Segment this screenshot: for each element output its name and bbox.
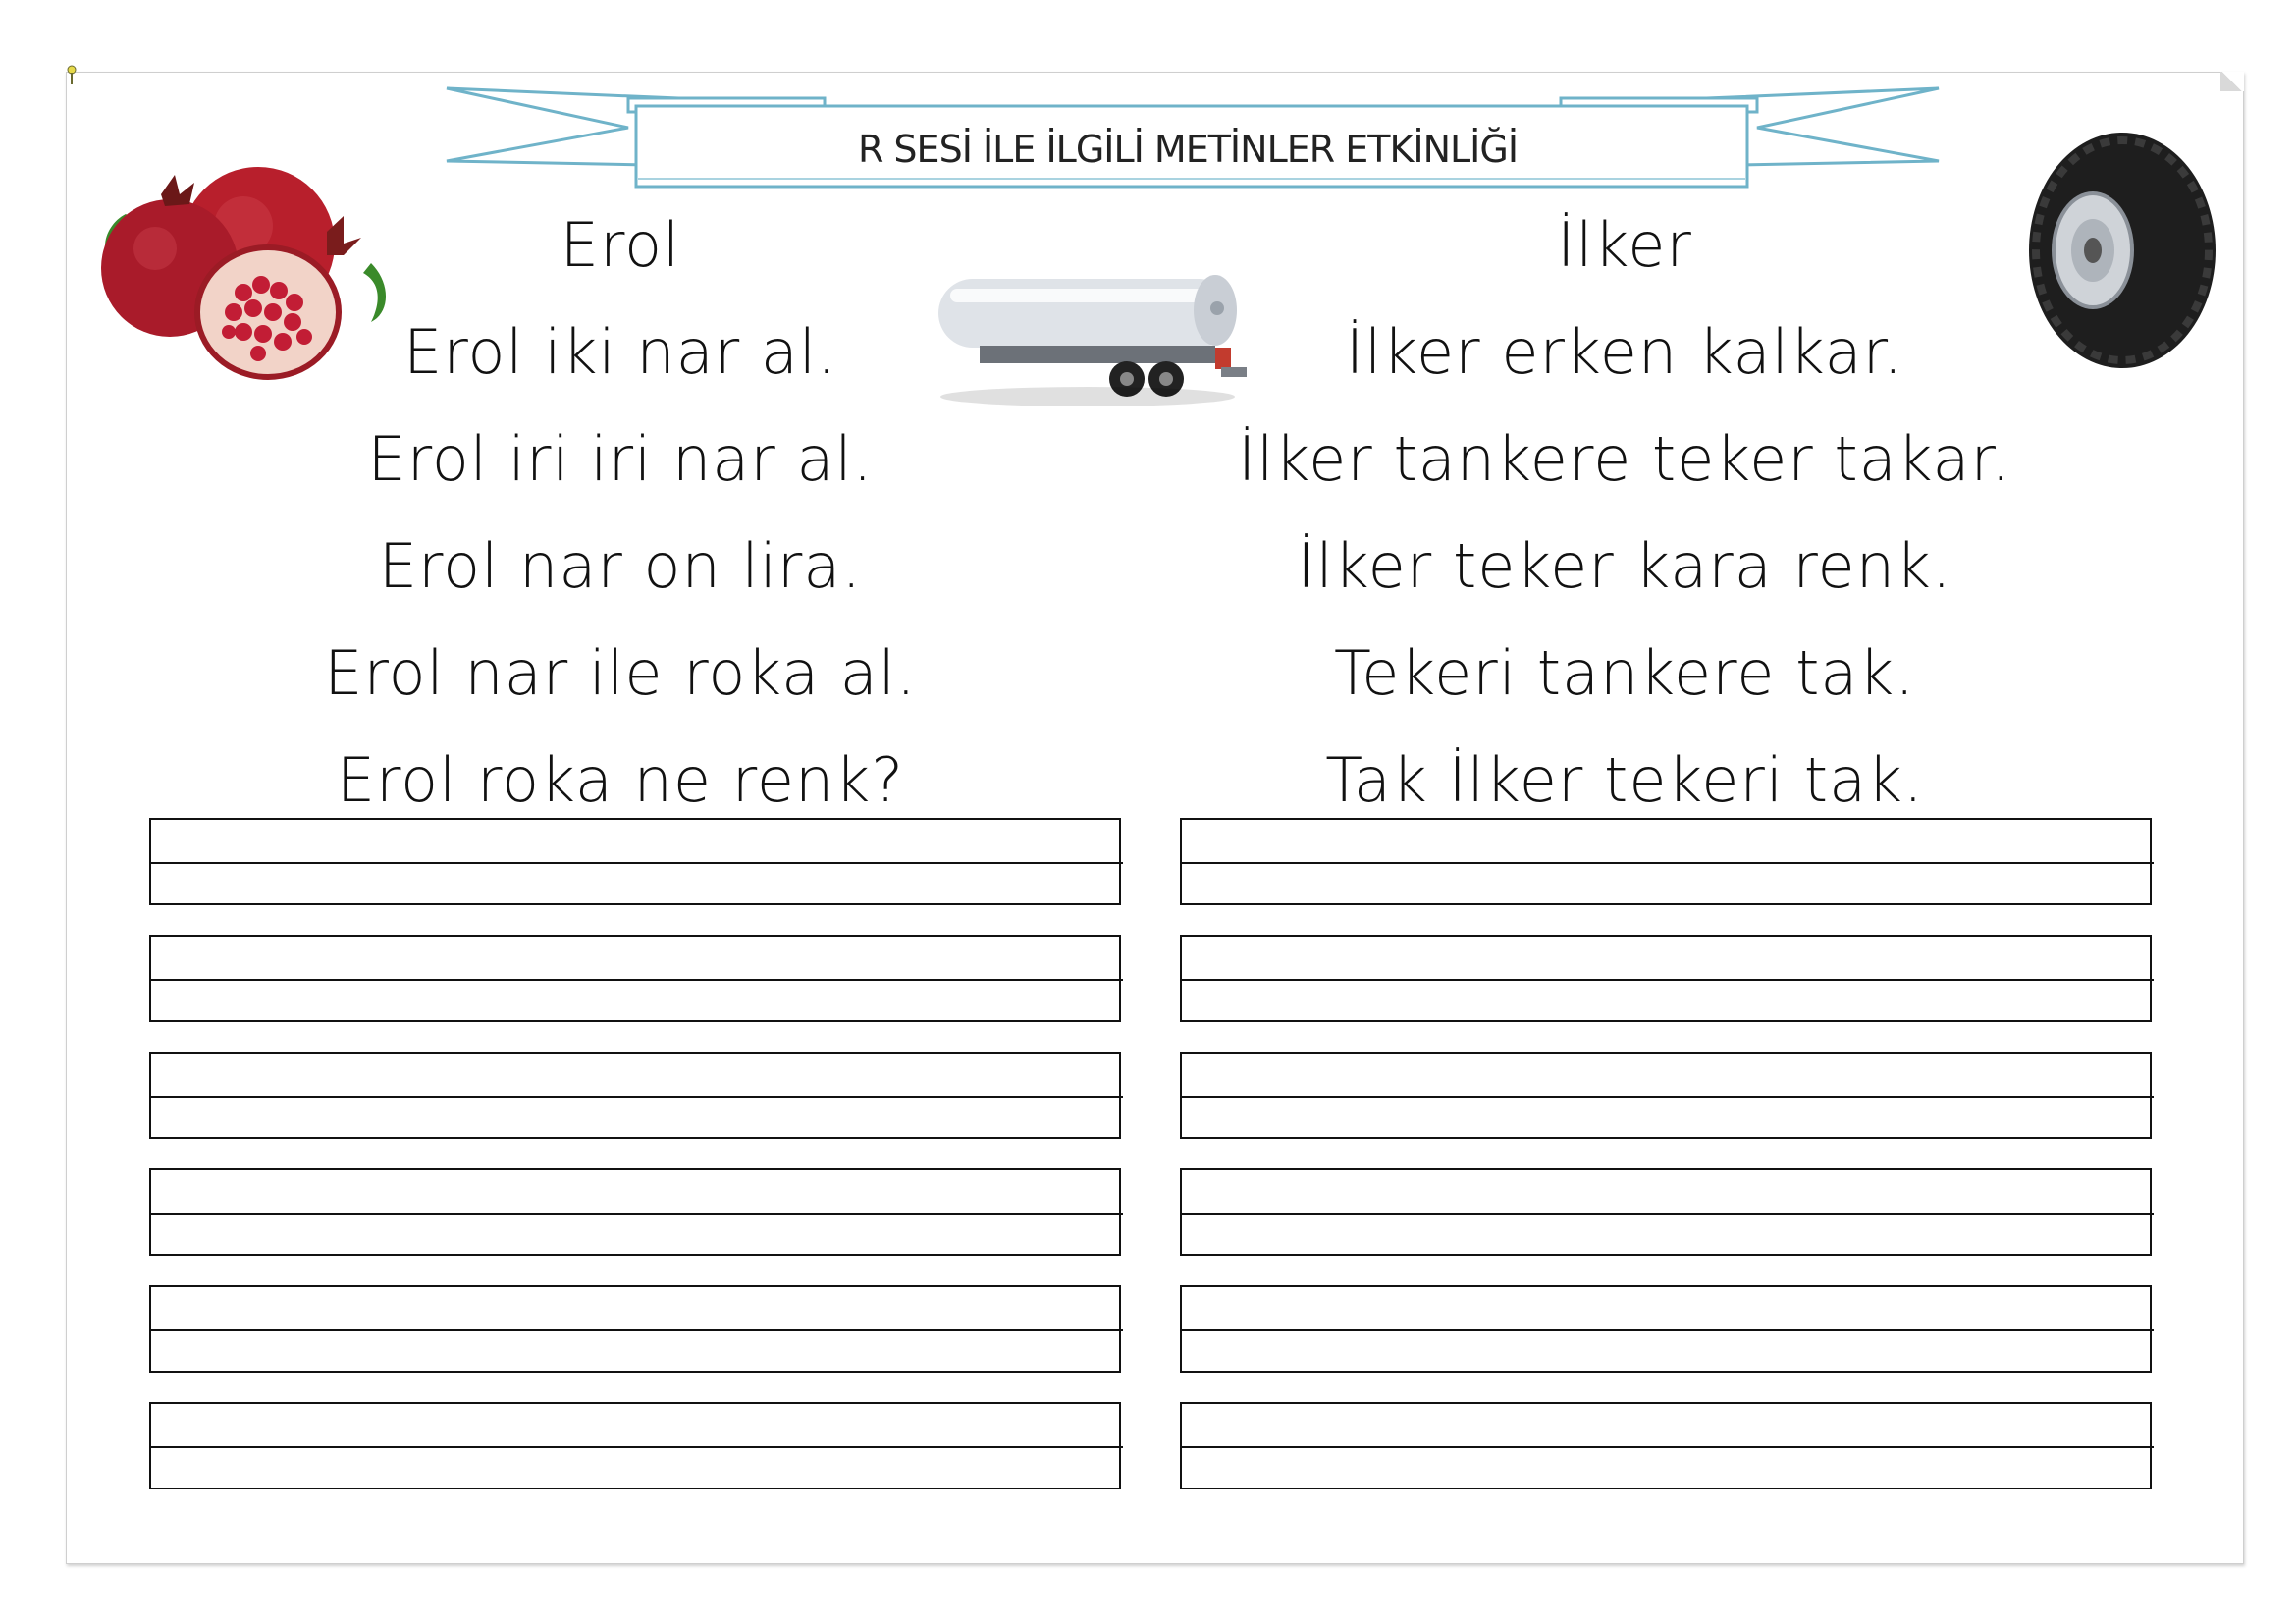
writing-line-box[interactable] [1180, 1402, 2152, 1489]
writing-midline [151, 1213, 1123, 1215]
writing-line-box[interactable] [1180, 818, 2152, 905]
writing-line-box[interactable] [149, 1052, 1121, 1139]
page-title: R SESİ İLE İLGİLİ METİNLER ETKİNLİĞİ [857, 128, 1519, 171]
left-writing-lines [149, 818, 1121, 1519]
erol-line-2: Erol iri iri nar al. [367, 423, 874, 495]
writing-line-box[interactable] [1180, 1285, 2152, 1373]
page-fold-corner [2220, 72, 2244, 91]
writing-midline [151, 1446, 1123, 1448]
writing-midline [1182, 1446, 2154, 1448]
ilker-line-5: Tak İlker tekeri tak. [1325, 744, 1924, 816]
writing-line-box[interactable] [1180, 1168, 2152, 1256]
right-writing-lines [1180, 818, 2152, 1519]
writing-line-box[interactable] [149, 1285, 1121, 1373]
writing-line-box[interactable] [1180, 1052, 2152, 1139]
ilker-line-3: İlker teker kara renk. [1297, 530, 1952, 602]
writing-line-box[interactable] [149, 935, 1121, 1022]
erol-line-5: Erol roka ne renk? [336, 744, 905, 816]
erol-line-3: Erol nar on lira. [378, 530, 863, 602]
writing-line-box[interactable] [149, 1402, 1121, 1489]
erol-text-block [179, 191, 1062, 834]
pin-icon [67, 65, 77, 86]
writing-midline [1182, 1096, 2154, 1098]
ilker-text-block [1183, 191, 2066, 834]
ilker-line-1: İlker erken kalkar. [1345, 316, 1904, 388]
erol-line-4: Erol nar ile roka al. [324, 637, 917, 709]
erol-heading: Erol [560, 209, 681, 281]
writing-line-box[interactable] [1180, 935, 2152, 1022]
writing-line-box[interactable] [149, 818, 1121, 905]
ilker-heading: İlker [1557, 209, 1692, 281]
writing-midline [1182, 979, 2154, 981]
writing-midline [1182, 862, 2154, 864]
ilker-line-2: İlker tankere teker takar. [1237, 423, 2012, 495]
erol-line-1: Erol iki nar al. [403, 316, 837, 388]
writing-midline [151, 862, 1123, 864]
writing-midline [151, 979, 1123, 981]
writing-midline [1182, 1329, 2154, 1331]
writing-line-box[interactable] [149, 1168, 1121, 1256]
writing-midline [151, 1096, 1123, 1098]
writing-midline [1182, 1213, 2154, 1215]
writing-midline [151, 1329, 1123, 1331]
ilker-line-4: Tekeri tankere tak. [1333, 637, 1916, 709]
